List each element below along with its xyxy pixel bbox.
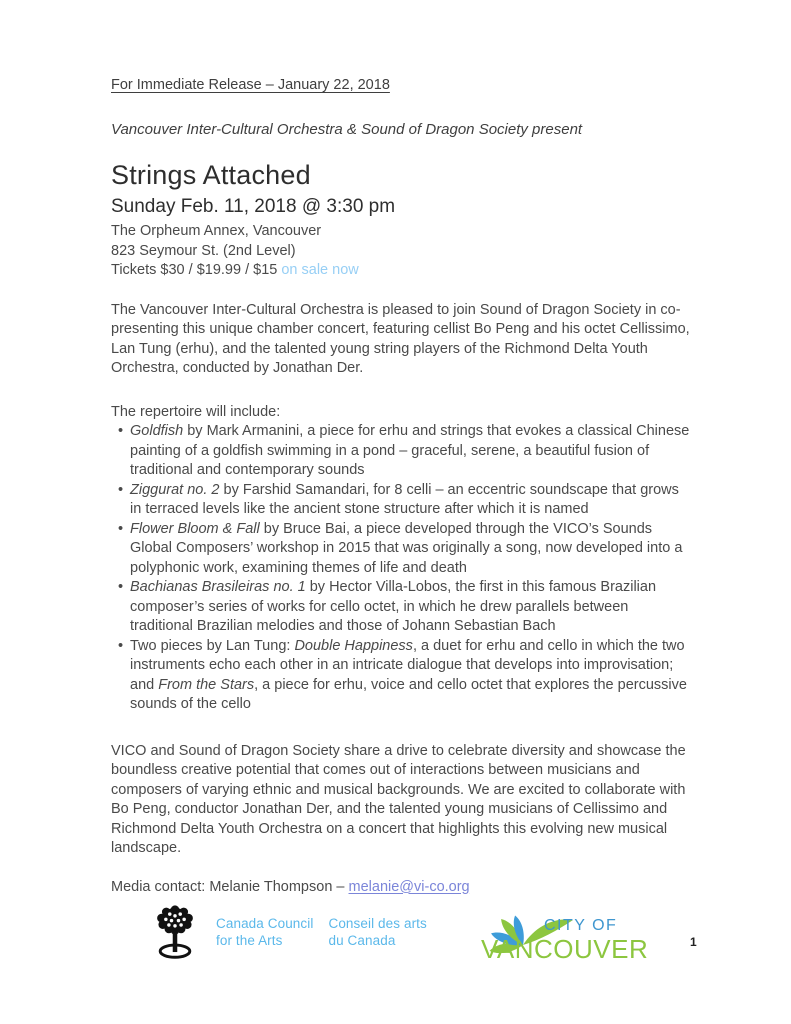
repertoire-item: • Bachianas Brasileiras no. 1 by Hector Villa-Lobos, the first in this famous Brazilian composer’s series of works for cello octet, in which he drew parallels between traditional Brazilian melodies and those of Johann Sebastian Bach xyxy=(118,578,693,637)
document-body xyxy=(111,0,693,897)
canada-council-tree-icon xyxy=(148,903,202,961)
canada-council-french: Conseil des arts du Canada xyxy=(328,915,427,948)
page-title: Strings Attached xyxy=(111,160,311,190)
repertoire-item: • Two pieces by Lan Tung: Double Happiness, a duet for erhu and cello in which the two instruments echo each other in an intricate dialogue that develops into improvisation; and From the Stars, a piece for erhu, voice and cello octet that explores the percussive sounds of the cello xyxy=(118,637,693,715)
release-line: For Immediate Release – January 22, 2018 xyxy=(111,77,390,93)
canada-council-wordmark xyxy=(216,915,427,950)
event-datetime: Sunday Feb. 11, 2018 @ 3:30 pm xyxy=(111,196,396,217)
vancouver-label: VANCOUVER xyxy=(481,934,649,964)
repertoire-item: • Goldfish by Mark Armanini, a piece for erhu and strings that evokes a classical Chinese painting of a goldfish swimming in a pond – graceful, serene, a beautiful fusion of traditional and contemporary sounds xyxy=(118,422,693,481)
repertoire-heading: The repertoire will include: xyxy=(111,403,281,420)
closing-paragraph: VICO and Sound of Dragon Society share a drive to celebrate diversity and showcase the boundless creative potential that comes out of interactions between musicians and composers of varying ethnic and musical backgrounds. We are excited to collaborate with Bo Peng, conductor Jonathan Der, and the talented young musicians of Cellissimo and Richmond Delta Youth Orchestra on a concert that highlights this evolving new musical landscape. xyxy=(111,742,686,856)
city-of-vancouver-logo xyxy=(478,893,648,968)
media-contact-email-link[interactable]: melanie@vi-co.org xyxy=(348,878,470,895)
media-contact-prefix: Media contact: Melanie Thompson – xyxy=(111,878,349,895)
repertoire-list xyxy=(111,422,693,715)
page-number: 1 xyxy=(690,935,697,949)
presenter-line: Vancouver Inter-Cultural Orchestra & Sound of Dragon Society present xyxy=(111,120,583,138)
tickets-prefix: Tickets $30 / $19.99 / $15 xyxy=(111,262,282,278)
tickets-line xyxy=(111,261,693,281)
city-of-label: CITY OF xyxy=(544,917,618,934)
repertoire-item: • Ziggurat no. 2 by Farshid Samandari, for 8 celli – an eccentric soundscape that grows in terraced levels like the ancient stone structure after which it is named xyxy=(118,481,693,520)
repertoire-item: • Flower Bloom & Fall by Bruce Bai, a piece developed through the VICO’s Sounds Global Composers’ workshop in 2015 that was originally a song, now developed into a polyphonic work, examining themes of life and death xyxy=(118,520,693,579)
venue-address: 823 Seymour St. (2nd Level) xyxy=(111,242,296,259)
venue-name: The Orpheum Annex, Vancouver xyxy=(111,223,322,239)
on-sale-now-link[interactable]: on sale now xyxy=(281,262,359,278)
canada-council-logo xyxy=(148,903,427,961)
intro-paragraph: The Vancouver Inter-Cultural Orchestra is pleased to join Sound of Dragon Society in co-presenting this unique chamber concert, featuring cellist Bo Peng and his octet Cellissimo, Lan Tung (erhu), and the talented young string players of the Richmond Delta Youth Orchestra, conducted by Jonathan Der. xyxy=(111,301,690,376)
canada-council-english: Canada Council for the Arts xyxy=(216,915,314,948)
venue-block xyxy=(111,222,693,281)
